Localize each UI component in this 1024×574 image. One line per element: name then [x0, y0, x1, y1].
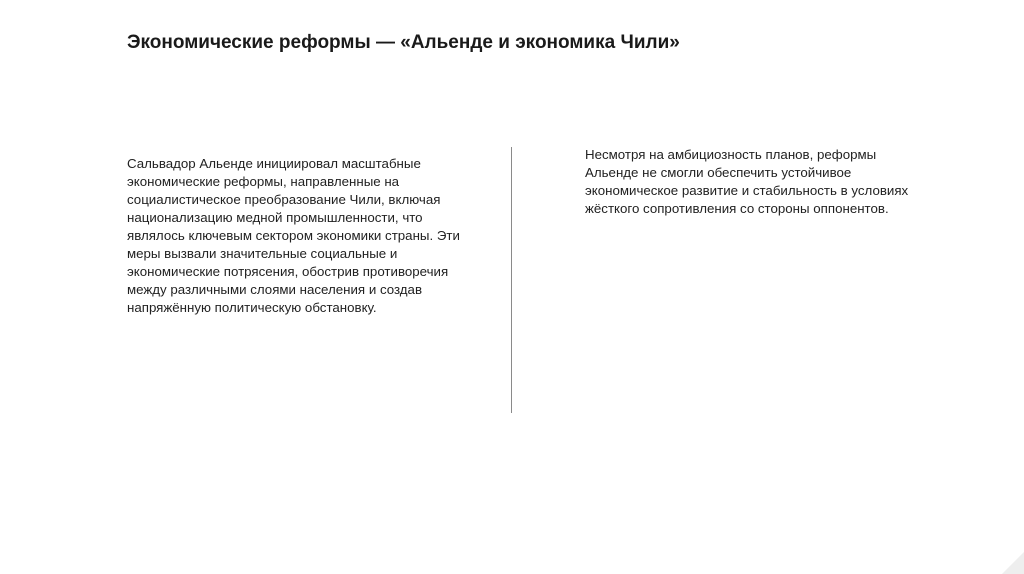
right-column-text: Несмотря на амбициозность планов, реформы Альенде не смогли обеспечить устойчивое экономическое развитие и стабильность в условиях жёсткого сопротивления со стороны оппонентов. [585, 147, 909, 216]
slide-title: Экономические реформы — «Альенде и экономика Чили» [127, 32, 680, 53]
page-corner-shadow [1002, 552, 1024, 574]
left-column-text: Сальвадор Альенде инициировал масштабные экономические реформы, направленные на социалистическое преобразование Чили, включая национализацию медной промышленности, что являлось ключевым сектором экономики страны. Эти меры вызвали значительные социальные и экономические потрясения, обострив противоречия между различными слоями населения и создав напряжённую политическую обстановку. [127, 156, 460, 315]
column-divider [511, 147, 512, 413]
